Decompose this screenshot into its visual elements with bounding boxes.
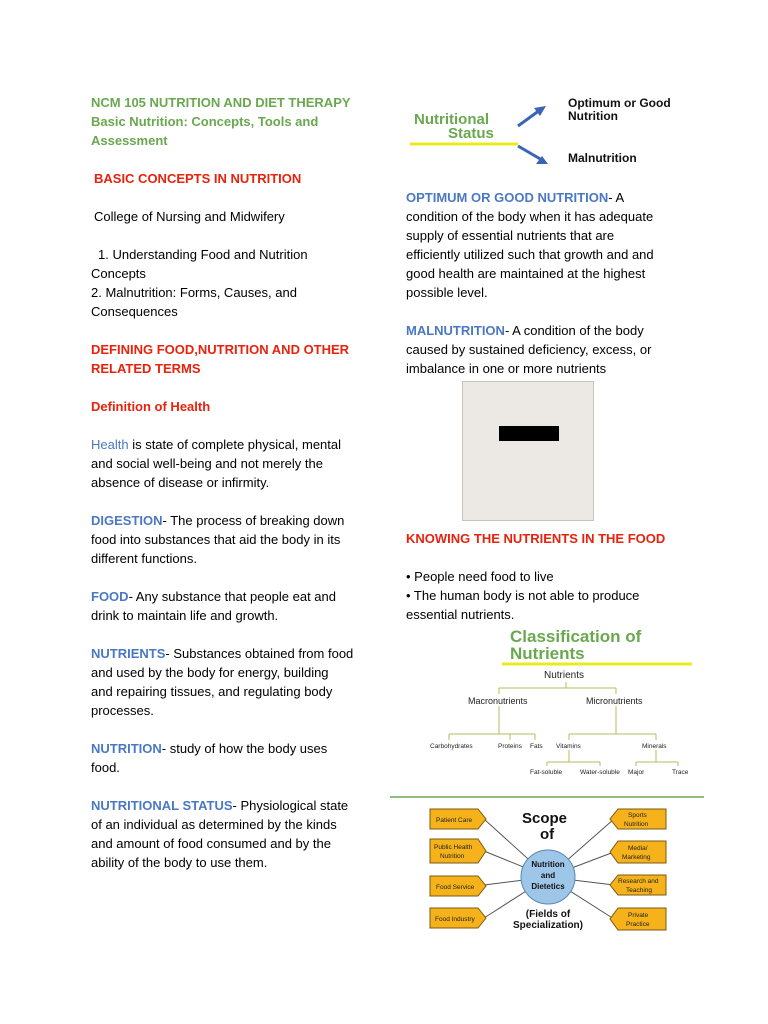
malnutrition-definition-line1 bbox=[406, 321, 680, 340]
fig3-box-private-line2: Practice bbox=[626, 921, 650, 928]
fig1-optimum-line2: Nutrition bbox=[568, 109, 618, 123]
fig3-box-sports-line2: Nutrition bbox=[624, 821, 649, 828]
fig1-optimum-line1: Optimum or Good bbox=[568, 96, 671, 110]
fig2-title-line1: Classification of bbox=[510, 627, 642, 646]
nutrients-definition-line1 bbox=[91, 644, 363, 663]
fig2-node-trace: Trace bbox=[672, 769, 689, 776]
fig2-node-proteins: Proteins bbox=[498, 743, 522, 750]
heading-basic-concepts: BASIC CONCEPTS IN NUTRITION bbox=[94, 171, 302, 186]
digestion-definition-line2: food into substances that aid the body in its bbox=[91, 532, 341, 547]
heading-defining-terms-line2: RELATED TERMS bbox=[91, 361, 201, 376]
fig2-node-major: Major bbox=[628, 769, 645, 776]
fig2-node-micronutrients: Micronutrients bbox=[586, 696, 643, 706]
optimum-text: - A bbox=[608, 190, 625, 205]
heading-defining-terms-line1: DEFINING FOOD,NUTRITION AND OTHER bbox=[91, 342, 350, 357]
photo-censor-bar bbox=[499, 426, 559, 441]
fig1-label-line1: Nutritional bbox=[414, 111, 489, 128]
term-health: Health bbox=[91, 437, 129, 452]
fig2-node-carbohydrates: Carbohydrates bbox=[430, 743, 473, 750]
optimum-definition-line4: efficiently utilized such that growth and and bbox=[406, 247, 654, 262]
fig3-box-research-line1: Research and bbox=[618, 878, 659, 885]
optimum-definition-line1 bbox=[406, 188, 680, 207]
left-column bbox=[91, 93, 363, 872]
course-title-line2: Basic Nutrition: Concepts, Tools and bbox=[91, 114, 319, 129]
fig2-tree-lines bbox=[449, 682, 678, 766]
fig3-fields-line1: (Fields of bbox=[525, 909, 571, 920]
heading-definition-of-health: Definition of Health bbox=[91, 399, 211, 414]
term-nutrition: NUTRITION bbox=[91, 741, 162, 756]
bullet-need-food: • People need food to live bbox=[406, 569, 554, 584]
fig3-box-public-health-line1: Public Health bbox=[434, 844, 473, 851]
scope-of-nutrition-figure bbox=[390, 795, 704, 941]
nutritional-status-definition-line3: and amount of food consumed and by the bbox=[91, 836, 331, 851]
fig3-box-food-service: Food Service bbox=[436, 884, 475, 891]
nutritional-status-definition-line4: ability of the body to use them. bbox=[91, 855, 268, 870]
digestion-definition-line3: different functions. bbox=[91, 551, 197, 566]
digestion-text: - The process of breaking down bbox=[162, 513, 345, 528]
term-optimum-nutrition: OPTIMUM OR GOOD NUTRITION bbox=[406, 190, 609, 205]
fig3-box-food-industry: Food Industry bbox=[435, 916, 475, 923]
nutrients-definition-line3: and repairing tissues, and regulating body bbox=[91, 684, 333, 699]
list-item-2-line1: 2. Malnutrition: Forms, Causes, and bbox=[91, 285, 297, 300]
nutrition-definition-line1 bbox=[91, 739, 363, 758]
course-title-line3: Assessment bbox=[91, 133, 168, 148]
term-nutrients: NUTRIENTS bbox=[91, 646, 166, 661]
fig3-box-private-line1: Private bbox=[628, 912, 649, 919]
health-definition-line2: and social well-being and not merely the bbox=[91, 456, 323, 471]
optimum-definition-line5: good health are maintained at the highest bbox=[406, 266, 646, 281]
fig2-node-water-soluble: Water-soluble bbox=[580, 769, 620, 776]
fig2-node-vitamins: Vitamins bbox=[556, 743, 581, 750]
fig1-label-line2: Status bbox=[448, 125, 494, 142]
malnourished-child-photo bbox=[462, 381, 594, 521]
fig1-malnutrition: Malnutrition bbox=[568, 151, 637, 165]
course-title-line1: NCM 105 NUTRITION AND DIET THERAPY bbox=[91, 95, 351, 110]
heading-knowing-nutrients: KNOWING THE NUTRIENTS IN THE FOOD bbox=[406, 531, 666, 546]
fig3-scope-line2: of bbox=[540, 826, 555, 843]
fig3-center-line2: and bbox=[540, 871, 556, 880]
nutritional-status-figure bbox=[406, 80, 678, 176]
health-definition-line3: absence of disease or infirmity. bbox=[91, 475, 270, 490]
fig3-box-public-health-line2: Nutrition bbox=[440, 853, 465, 860]
fig1-arrow-down bbox=[518, 146, 542, 160]
nutritional-status-definition-line1 bbox=[91, 796, 363, 815]
term-digestion: DIGESTION bbox=[91, 513, 163, 528]
term-malnutrition: MALNUTRITION bbox=[406, 323, 505, 338]
fig3-box-sports-line1: Sports bbox=[628, 812, 647, 819]
bullet-body-cannot-produce-line1: • The human body is not able to produce bbox=[406, 588, 640, 603]
fig3-box-research-line2: Teaching bbox=[626, 887, 653, 894]
classification-of-nutrients-figure bbox=[402, 626, 732, 782]
bullet-body-cannot-produce-line2: essential nutrients. bbox=[406, 607, 515, 622]
malnutrition-text: - A condition of the body bbox=[504, 323, 644, 338]
nutrients-definition-line2: and used by the body for energy, building bbox=[91, 665, 329, 680]
right-column-upper bbox=[406, 188, 680, 378]
optimum-definition-line2: condition of the body when it has adequate bbox=[406, 209, 654, 224]
term-food: FOOD bbox=[91, 589, 129, 604]
malnutrition-definition-line2: caused by sustained deficiency, excess, or bbox=[406, 342, 652, 357]
nutrition-definition-line2: food. bbox=[91, 760, 120, 775]
fig3-center-line1: Nutrition bbox=[531, 860, 565, 869]
malnutrition-definition-line3: imbalance in one or more nutrients bbox=[406, 361, 607, 376]
fig3-fields-line2: Specialization) bbox=[512, 920, 584, 931]
term-nutritional-status: NUTRITIONAL STATUS bbox=[91, 798, 233, 813]
fig1-arrow-up bbox=[518, 110, 540, 126]
fig3-scope-line1: Scope bbox=[522, 810, 568, 827]
fig2-node-macronutrients: Macronutrients bbox=[468, 696, 528, 706]
digestion-definition-line1 bbox=[91, 511, 363, 530]
health-definition-line1 bbox=[91, 435, 363, 454]
fig2-node-fat-soluble: Fat-soluble bbox=[530, 769, 563, 776]
food-definition-line1 bbox=[91, 587, 363, 606]
fig2-node-fats: Fats bbox=[530, 743, 543, 750]
food-definition-line2: drink to maintain life and growth. bbox=[91, 608, 279, 623]
fig2-node-nutrients: Nutrients bbox=[544, 670, 585, 681]
fig3-box-patient-care: Patient Care bbox=[436, 817, 473, 824]
fig3-box-media-line1: Media/ bbox=[628, 845, 648, 852]
nutritional-status-definition-line2: of an individual as determined by the kinds bbox=[91, 817, 337, 832]
nutritional-status-text: - Physiological state bbox=[232, 798, 349, 813]
fig3-box-media-line2: Marketing bbox=[622, 854, 651, 861]
fig3-center-line3: Dietetics bbox=[531, 882, 565, 891]
fig2-title-line2: Nutrients bbox=[510, 644, 585, 663]
list-item-1-line1: 1. Understanding Food and Nutrition bbox=[98, 247, 308, 262]
fig2-node-minerals: Minerals bbox=[642, 743, 667, 750]
nutrients-text: - Substances obtained from food bbox=[165, 646, 354, 661]
optimum-definition-line6: possible level. bbox=[406, 285, 488, 300]
optimum-definition-line3: supply of essential nutrients that are bbox=[406, 228, 615, 243]
food-text: - Any substance that people eat and bbox=[128, 589, 336, 604]
right-column-middle bbox=[406, 529, 680, 624]
college-name: College of Nursing and Midwifery bbox=[94, 209, 285, 224]
nutrition-text: - study of how the body uses bbox=[161, 741, 328, 756]
list-item-2-line2: Consequences bbox=[91, 304, 178, 319]
list-item-1-line2: Concepts bbox=[91, 266, 146, 281]
health-text: is state of complete physical, mental bbox=[128, 437, 342, 452]
nutrients-definition-line4: processes. bbox=[91, 703, 154, 718]
